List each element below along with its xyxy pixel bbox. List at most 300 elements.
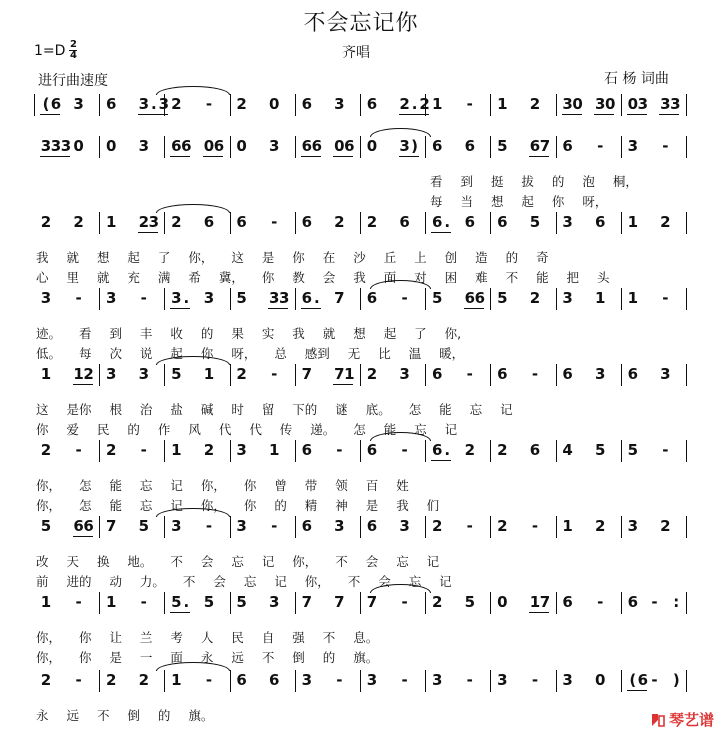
note: 6 bbox=[301, 441, 313, 459]
bar-line bbox=[621, 592, 622, 614]
bar-line bbox=[295, 364, 296, 386]
note: 6 bbox=[464, 137, 476, 155]
beam-underline bbox=[73, 384, 93, 385]
bar-line bbox=[686, 94, 687, 116]
bar-line bbox=[230, 516, 231, 538]
note: 2 bbox=[594, 517, 606, 535]
note: 7 bbox=[539, 593, 551, 611]
note: 6 bbox=[83, 517, 94, 535]
note: 6 bbox=[431, 365, 443, 383]
note: 2 bbox=[40, 441, 52, 459]
bar-line bbox=[621, 212, 622, 234]
bar-line bbox=[425, 288, 426, 310]
bar-line bbox=[230, 592, 231, 614]
note: 6 bbox=[301, 137, 313, 155]
note: 6 bbox=[399, 213, 410, 231]
bar-line bbox=[621, 440, 622, 462]
bar-line bbox=[425, 440, 426, 462]
note: 4 bbox=[562, 441, 573, 459]
lyric-line-2: 你， 你 是 一 面 永 远 不 倒 的 旗。 bbox=[36, 650, 379, 665]
bar-line bbox=[99, 670, 100, 692]
note: 3 bbox=[660, 365, 671, 383]
note: 1 bbox=[529, 593, 541, 611]
note: 2 bbox=[366, 365, 378, 383]
note: 2 bbox=[73, 213, 84, 231]
bar-line bbox=[556, 440, 557, 462]
note: - bbox=[205, 517, 213, 535]
bar-line bbox=[556, 516, 557, 538]
note: - bbox=[205, 95, 213, 113]
note: 3 bbox=[268, 289, 280, 307]
logo-icon bbox=[650, 712, 666, 728]
note: 2 bbox=[419, 95, 430, 113]
note: - bbox=[597, 137, 604, 155]
note: 0 bbox=[497, 593, 508, 611]
bar-line bbox=[425, 212, 426, 234]
beam-underline bbox=[431, 232, 451, 233]
note: 2 bbox=[334, 213, 345, 231]
bar-line bbox=[230, 288, 231, 310]
note: 1 bbox=[203, 365, 215, 383]
note: 0 bbox=[73, 137, 84, 155]
note: 3 bbox=[236, 517, 247, 535]
note: 7 bbox=[105, 517, 117, 535]
lyric-line-2: 你， 怎 能 忘 记 你， 你 的 精 神 是 我 们 bbox=[36, 498, 440, 513]
note: - bbox=[466, 95, 473, 113]
note: 5 bbox=[431, 289, 443, 307]
bar-line bbox=[621, 94, 622, 116]
note: 6 bbox=[171, 137, 182, 155]
note: 2 bbox=[660, 517, 671, 535]
note: 6 bbox=[637, 671, 649, 689]
note: 3 bbox=[236, 441, 247, 459]
bar-line bbox=[230, 440, 231, 462]
note: . bbox=[150, 95, 157, 113]
note: 1 bbox=[40, 365, 52, 383]
bar-line bbox=[425, 592, 426, 614]
note: 1 bbox=[268, 441, 280, 459]
beam-underline bbox=[399, 114, 429, 115]
lyric-line-2: 低。 每 次 说 起 你 呀， 总 感到 无 比 温 暖， bbox=[36, 346, 465, 361]
note: 1 bbox=[171, 671, 182, 689]
note: 2 bbox=[40, 671, 52, 689]
note: 7 bbox=[334, 289, 345, 307]
note: 3 bbox=[627, 517, 639, 535]
note: 3 bbox=[40, 289, 52, 307]
beam-underline bbox=[170, 156, 190, 157]
note: 5 bbox=[138, 517, 150, 535]
note: - bbox=[336, 671, 343, 689]
bar-line bbox=[686, 516, 687, 538]
performance-style: 齐唱 bbox=[342, 45, 370, 61]
note: 3 bbox=[399, 517, 410, 535]
note: 3 bbox=[148, 213, 160, 231]
note: 6 bbox=[627, 593, 639, 611]
note: 1 bbox=[627, 289, 639, 307]
bar-line bbox=[295, 516, 296, 538]
bar-line bbox=[490, 136, 491, 158]
note: - bbox=[401, 441, 408, 459]
note: 6 bbox=[464, 213, 476, 231]
note: 7 bbox=[539, 137, 551, 155]
note: 1 bbox=[497, 95, 508, 113]
note: 3 bbox=[334, 517, 345, 535]
bar-line bbox=[360, 440, 361, 462]
lyric-line-2: 你 爱 民 的 作 风 代 代 传 递。 怎 能 忘 记 bbox=[36, 422, 458, 437]
bar-line bbox=[99, 94, 100, 116]
note: - bbox=[271, 517, 278, 535]
bar-line bbox=[556, 364, 557, 386]
note: 5 bbox=[236, 593, 247, 611]
note: 2 bbox=[529, 95, 541, 113]
bar-line bbox=[230, 94, 231, 116]
note: 2 bbox=[431, 517, 443, 535]
key-label: 1=D bbox=[34, 42, 66, 59]
note: 6 bbox=[431, 137, 443, 155]
bar-line bbox=[99, 516, 100, 538]
note: 6 bbox=[344, 137, 355, 155]
note: 0 bbox=[366, 137, 378, 155]
beam-underline bbox=[562, 114, 582, 115]
note: - bbox=[651, 671, 658, 689]
key-signature bbox=[34, 40, 77, 61]
song-title: 不会忘记你 bbox=[303, 11, 419, 36]
bar-line bbox=[556, 288, 557, 310]
note: 2 bbox=[660, 213, 671, 231]
note: 1 bbox=[171, 441, 182, 459]
note: 6 bbox=[562, 593, 573, 611]
note: 6 bbox=[73, 517, 84, 535]
beam-underline bbox=[40, 114, 60, 115]
note: 1 bbox=[627, 213, 639, 231]
beam-underline bbox=[40, 156, 70, 157]
note: 6 bbox=[50, 95, 62, 113]
note: 6 bbox=[203, 213, 215, 231]
bar-line bbox=[99, 288, 100, 310]
note: 0 bbox=[594, 671, 606, 689]
note: 6 bbox=[431, 213, 443, 231]
bar-line bbox=[686, 440, 687, 462]
bar-line bbox=[164, 670, 165, 692]
note: 0 bbox=[268, 95, 280, 113]
note: - bbox=[140, 593, 147, 611]
note: 6 bbox=[301, 213, 313, 231]
note: 3 bbox=[171, 517, 182, 535]
note: 2 bbox=[40, 213, 52, 231]
note: 6 bbox=[562, 137, 573, 155]
bar-line bbox=[99, 212, 100, 234]
lyric-line-1: 永 远 不 倒 的 旗。 bbox=[36, 708, 214, 723]
beam-underline bbox=[464, 308, 484, 309]
note: 6 bbox=[366, 289, 378, 307]
note: 7 bbox=[301, 365, 313, 383]
note: 2 bbox=[138, 671, 150, 689]
lyric-line-1: 看 到 挺 拔 的 泡 桐， bbox=[430, 174, 638, 189]
note: 6 bbox=[268, 671, 280, 689]
note: 7 bbox=[334, 365, 345, 383]
note: 5 bbox=[497, 289, 508, 307]
site-logo bbox=[650, 709, 714, 730]
note: 6 bbox=[594, 213, 606, 231]
note: 3 bbox=[73, 95, 84, 113]
note: 7 bbox=[301, 593, 313, 611]
bar-line bbox=[621, 364, 622, 386]
bar-line bbox=[295, 212, 296, 234]
bar-line bbox=[230, 364, 231, 386]
note: 6 bbox=[562, 365, 573, 383]
bar-line bbox=[360, 670, 361, 692]
note: 3 bbox=[497, 671, 508, 689]
note: 5 bbox=[236, 289, 247, 307]
note: 3 bbox=[627, 137, 639, 155]
note: 1 bbox=[431, 95, 443, 113]
note: 1 bbox=[73, 365, 84, 383]
bar-line bbox=[686, 364, 687, 386]
bar-line bbox=[99, 440, 100, 462]
note: 3 bbox=[268, 593, 280, 611]
bar-line bbox=[686, 670, 687, 692]
note: 3 bbox=[138, 95, 150, 113]
note: 3 bbox=[562, 289, 573, 307]
bar-line bbox=[425, 364, 426, 386]
bar-line bbox=[164, 136, 165, 158]
beam-underline bbox=[203, 156, 223, 157]
bar-line bbox=[686, 592, 687, 614]
note: ( bbox=[629, 671, 637, 689]
note: 6 bbox=[213, 137, 225, 155]
note: 2 bbox=[236, 365, 247, 383]
note: 3 bbox=[366, 671, 378, 689]
bar-line bbox=[621, 516, 622, 538]
note: - bbox=[662, 137, 669, 155]
note: 0 bbox=[203, 137, 215, 155]
beam-underline bbox=[529, 156, 549, 157]
note: - bbox=[75, 671, 82, 689]
note: 6 bbox=[366, 517, 378, 535]
beam-underline bbox=[73, 536, 93, 537]
bar-line bbox=[490, 94, 491, 116]
bar-line bbox=[360, 288, 361, 310]
note: - bbox=[651, 593, 658, 611]
note: - bbox=[336, 441, 343, 459]
bar-line bbox=[490, 516, 491, 538]
note: 3 bbox=[278, 289, 290, 307]
logo-text: 琴艺谱 bbox=[668, 711, 714, 729]
note: 3 bbox=[670, 95, 681, 113]
bar-line bbox=[556, 592, 557, 614]
bar-line bbox=[34, 94, 35, 116]
note: 6 bbox=[627, 365, 639, 383]
lyric-line-1: 你， 怎 能 忘 记 你， 你 曾 带 领 百 姓 bbox=[36, 478, 409, 493]
note: 3 bbox=[50, 137, 62, 155]
note: 6 bbox=[181, 137, 192, 155]
note: 7 bbox=[366, 593, 378, 611]
note: 3 bbox=[40, 137, 52, 155]
lyric-line-1: 我 就 想 起 了 你， 这 是 你 在 沙 丘 上 创 造 的 奇 bbox=[36, 250, 549, 265]
note: 0 bbox=[105, 137, 117, 155]
beam-underline bbox=[399, 156, 419, 157]
bar-line bbox=[230, 670, 231, 692]
note: - bbox=[466, 671, 473, 689]
bar-line bbox=[164, 212, 165, 234]
bar-line bbox=[360, 592, 361, 614]
note: 0 bbox=[236, 137, 247, 155]
note: 3 bbox=[431, 671, 443, 689]
note: 6 bbox=[431, 441, 443, 459]
note: 5 bbox=[529, 213, 541, 231]
note: 3 bbox=[105, 289, 117, 307]
note: 5 bbox=[594, 441, 606, 459]
bar-line bbox=[621, 136, 622, 158]
time-sig-bottom: 4 bbox=[69, 50, 77, 61]
bar-line bbox=[490, 364, 491, 386]
note: 3 bbox=[660, 95, 671, 113]
note: 6 bbox=[474, 289, 486, 307]
note: 0 bbox=[334, 137, 345, 155]
tie-arc bbox=[156, 86, 230, 95]
note: 3 bbox=[138, 137, 150, 155]
note: 3 bbox=[138, 365, 150, 383]
note: 2 bbox=[105, 441, 117, 459]
bar-line bbox=[556, 212, 557, 234]
bar-line bbox=[164, 288, 165, 310]
note: - bbox=[205, 671, 213, 689]
bar-line bbox=[164, 592, 165, 614]
note: - bbox=[662, 441, 669, 459]
note: 3 bbox=[60, 137, 72, 155]
bar-line bbox=[425, 516, 426, 538]
tempo-marking: 进行曲速度 bbox=[38, 73, 108, 89]
note: 6 bbox=[301, 289, 313, 307]
note: ( bbox=[42, 95, 50, 113]
note: 2 bbox=[497, 441, 508, 459]
note: ) bbox=[411, 137, 419, 155]
bar-line bbox=[686, 212, 687, 234]
note: 6 bbox=[366, 441, 378, 459]
beam-underline bbox=[170, 308, 190, 309]
note: 3 bbox=[301, 671, 313, 689]
note: 2 bbox=[497, 517, 508, 535]
note: . bbox=[411, 95, 418, 113]
note: - bbox=[466, 517, 473, 535]
bar-line bbox=[360, 212, 361, 234]
bar-line bbox=[621, 670, 622, 692]
note: 0 bbox=[627, 95, 639, 113]
note: 2 bbox=[171, 213, 182, 231]
beam-underline bbox=[138, 232, 158, 233]
beam-underline bbox=[138, 114, 168, 115]
note: 6 bbox=[529, 441, 541, 459]
bar-line bbox=[164, 516, 165, 538]
time-signature bbox=[69, 40, 77, 61]
bar-line bbox=[99, 364, 100, 386]
bar-line bbox=[295, 440, 296, 462]
note: 0 bbox=[604, 95, 616, 113]
note: 2 bbox=[236, 95, 247, 113]
note: 6 bbox=[236, 671, 247, 689]
note: 6 bbox=[366, 95, 378, 113]
beam-underline bbox=[301, 156, 321, 157]
note: 1 bbox=[344, 365, 355, 383]
note: 6 bbox=[301, 95, 313, 113]
note: 2 bbox=[171, 95, 182, 113]
note: 1 bbox=[40, 593, 52, 611]
note: - bbox=[466, 365, 473, 383]
note: - bbox=[140, 289, 147, 307]
note: 5 bbox=[464, 593, 476, 611]
bar-line bbox=[360, 364, 361, 386]
note: : bbox=[673, 593, 680, 611]
note: 1 bbox=[562, 517, 573, 535]
note: ) bbox=[672, 671, 680, 689]
bar-line bbox=[99, 136, 100, 158]
note: - bbox=[75, 593, 82, 611]
bar-line bbox=[556, 94, 557, 116]
bar-line bbox=[686, 288, 687, 310]
bar-line bbox=[686, 136, 687, 158]
note: 2 bbox=[529, 289, 541, 307]
note: 6 bbox=[311, 137, 323, 155]
note: . bbox=[444, 441, 451, 459]
note: - bbox=[662, 289, 669, 307]
note: 3 bbox=[105, 365, 117, 383]
note: - bbox=[401, 593, 408, 611]
note: 3 bbox=[637, 95, 649, 113]
bar-line bbox=[295, 288, 296, 310]
note: 2 bbox=[464, 441, 476, 459]
note: - bbox=[140, 441, 147, 459]
bar-line bbox=[621, 288, 622, 310]
note: 5 bbox=[40, 517, 52, 535]
note: 2 bbox=[366, 213, 378, 231]
note: - bbox=[531, 517, 539, 535]
bar-line bbox=[230, 212, 231, 234]
tie-arc bbox=[156, 204, 230, 213]
note: 3 bbox=[594, 95, 606, 113]
bar-line bbox=[490, 440, 491, 462]
bar-line bbox=[490, 592, 491, 614]
credits: 石 杨 词曲 bbox=[604, 71, 669, 87]
bar-line bbox=[425, 670, 426, 692]
note: 2 bbox=[203, 441, 215, 459]
bar-line bbox=[490, 212, 491, 234]
note: 2 bbox=[105, 671, 117, 689]
note: 1 bbox=[105, 593, 117, 611]
note: 5 bbox=[203, 593, 215, 611]
lyric-line-2: 每 当 想 起 你 呀， bbox=[430, 194, 608, 209]
bar-line bbox=[556, 136, 557, 158]
beam-underline bbox=[627, 690, 647, 691]
note: 3 bbox=[158, 95, 170, 113]
note: 5 bbox=[171, 593, 182, 611]
note: 6 bbox=[497, 213, 508, 231]
bar-line bbox=[490, 670, 491, 692]
bar-line bbox=[164, 364, 165, 386]
note: 5 bbox=[627, 441, 639, 459]
note: 6 bbox=[105, 95, 117, 113]
bar-line bbox=[230, 136, 231, 158]
beam-underline bbox=[431, 460, 451, 461]
note: 6 bbox=[497, 365, 508, 383]
note: - bbox=[271, 213, 278, 231]
note: 6 bbox=[529, 137, 541, 155]
beam-underline bbox=[268, 308, 288, 309]
bar-line bbox=[490, 288, 491, 310]
lyric-line-1: 改 天 换 地。 不 会 忘 记 你， 不 会 忘 记 bbox=[36, 554, 440, 569]
lyric-line-2: 前 进的 动 力。 不 会 忘 记 你， 不 会 忘 记 bbox=[36, 574, 452, 589]
beam-underline bbox=[333, 156, 353, 157]
bar-line bbox=[295, 94, 296, 116]
